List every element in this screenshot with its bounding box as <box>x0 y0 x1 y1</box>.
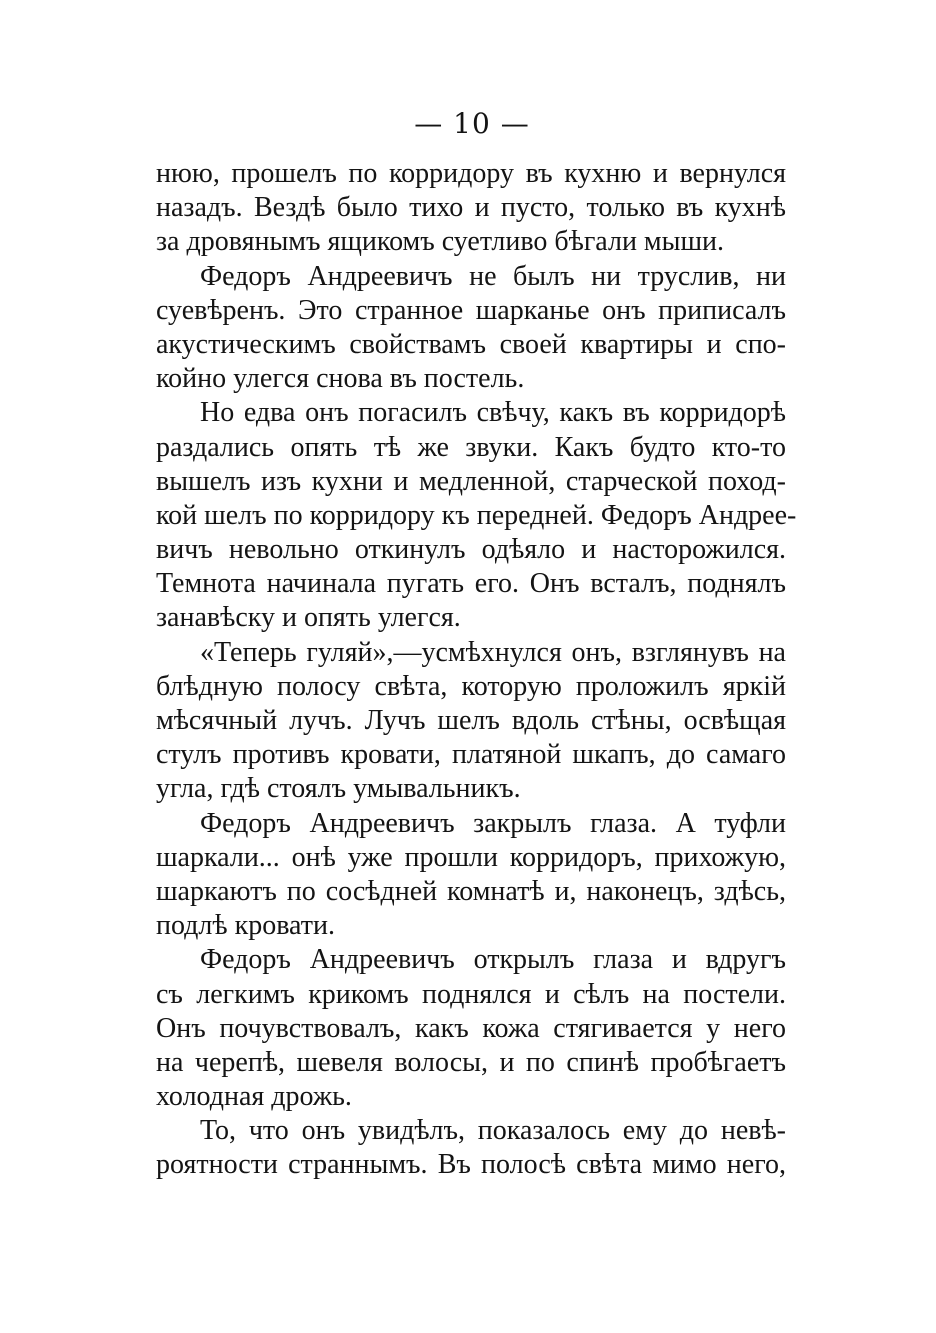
text-line: шаркали... онѣ уже прошли корридоръ, прихожую, <box>156 841 786 873</box>
text-line: То, что онъ увидѣлъ, показалось ему до невѣ- <box>200 1115 786 1147</box>
paragraph-7 <box>156 1114 786 1182</box>
text-line: мѣсячный лучъ. Лучъ шелъ вдоль стѣны, освѣщая <box>156 705 786 736</box>
text-line: Но едва онъ погасилъ свѣчу, какъ въ корридорѣ <box>200 397 786 429</box>
paragraph-4 <box>156 636 786 807</box>
text-line: раздались опять тѣ же звуки. Какъ будто кто-то <box>156 431 786 463</box>
text-line: Онъ почувствовалъ, какъ кожа стягивается у него <box>156 1012 786 1044</box>
text-line: на черепѣ, шевеля волосы, и по спинѣ пробѣгаетъ <box>156 1046 786 1078</box>
page-number: — 10 — <box>414 107 530 140</box>
text-line: вышелъ изъ кухни и медленной, старческой поход- <box>156 465 786 497</box>
paragraph-6 <box>156 943 786 1114</box>
text-line: холодная дрожь. <box>156 1081 352 1113</box>
paragraph-2 <box>156 260 786 397</box>
text-line: стулъ противъ кровати, платяной шкапъ, до самаго <box>156 739 786 771</box>
text-line: «Теперь гуляй»,—усмѣхнулся онъ, взглянувъ на <box>200 636 786 668</box>
text-line: койно улегся снова въ постель. <box>156 363 525 395</box>
text-line: вичъ невольно откинулъ одѣяло и насторожился. <box>156 534 786 566</box>
text-line: суевѣренъ. Это странное шарканье онъ приписалъ <box>156 294 786 326</box>
text-line: занавѣску и опять улегся. <box>156 602 461 634</box>
text-line: акустическимъ свойствамъ своей квартиры и спо- <box>156 328 786 360</box>
paragraph-5 <box>156 807 786 944</box>
paragraph-1 <box>156 157 786 260</box>
paragraph-3 <box>156 396 797 635</box>
text-line: Федоръ Андреевичъ открылъ глаза и вдругъ <box>200 944 786 976</box>
text-line: кой шелъ по корридору къ передней. Федоръ Андрее- <box>156 499 797 531</box>
text-line: подлѣ кровати. <box>156 910 335 942</box>
text-line: за дровянымъ ящикомъ суетливо бѣгали мыши. <box>156 226 725 258</box>
text-line: Темнота начинала пугать его. Онъ всталъ, поднялъ <box>156 568 786 600</box>
text-body <box>156 157 797 1183</box>
text-line: Федоръ Андреевичъ не былъ ни труслив, ни <box>200 260 786 292</box>
text-line: назадъ. Вездѣ было тихо и пусто, только въ кухнѣ <box>156 192 786 224</box>
text-line: шаркаютъ по сосѣдней комнатѣ и, наконецъ, здѣсь, <box>156 875 786 907</box>
text-line: нюю, прошелъ по корридору въ кухню и вернулся <box>156 158 786 189</box>
text-line: блѣдную полосу свѣта, которую проложилъ яркій <box>156 670 786 702</box>
text-line: угла, гдѣ стоялъ умывальникъ. <box>156 773 521 805</box>
text-line: съ легкимъ крикомъ поднялся и сѣлъ на постели. <box>156 978 786 1010</box>
text-line: роятности страннымъ. Въ полосѣ свѣта мимо него, <box>156 1149 786 1181</box>
text-line: Федоръ Андреевичъ закрылъ глаза. А туфли <box>200 807 786 839</box>
